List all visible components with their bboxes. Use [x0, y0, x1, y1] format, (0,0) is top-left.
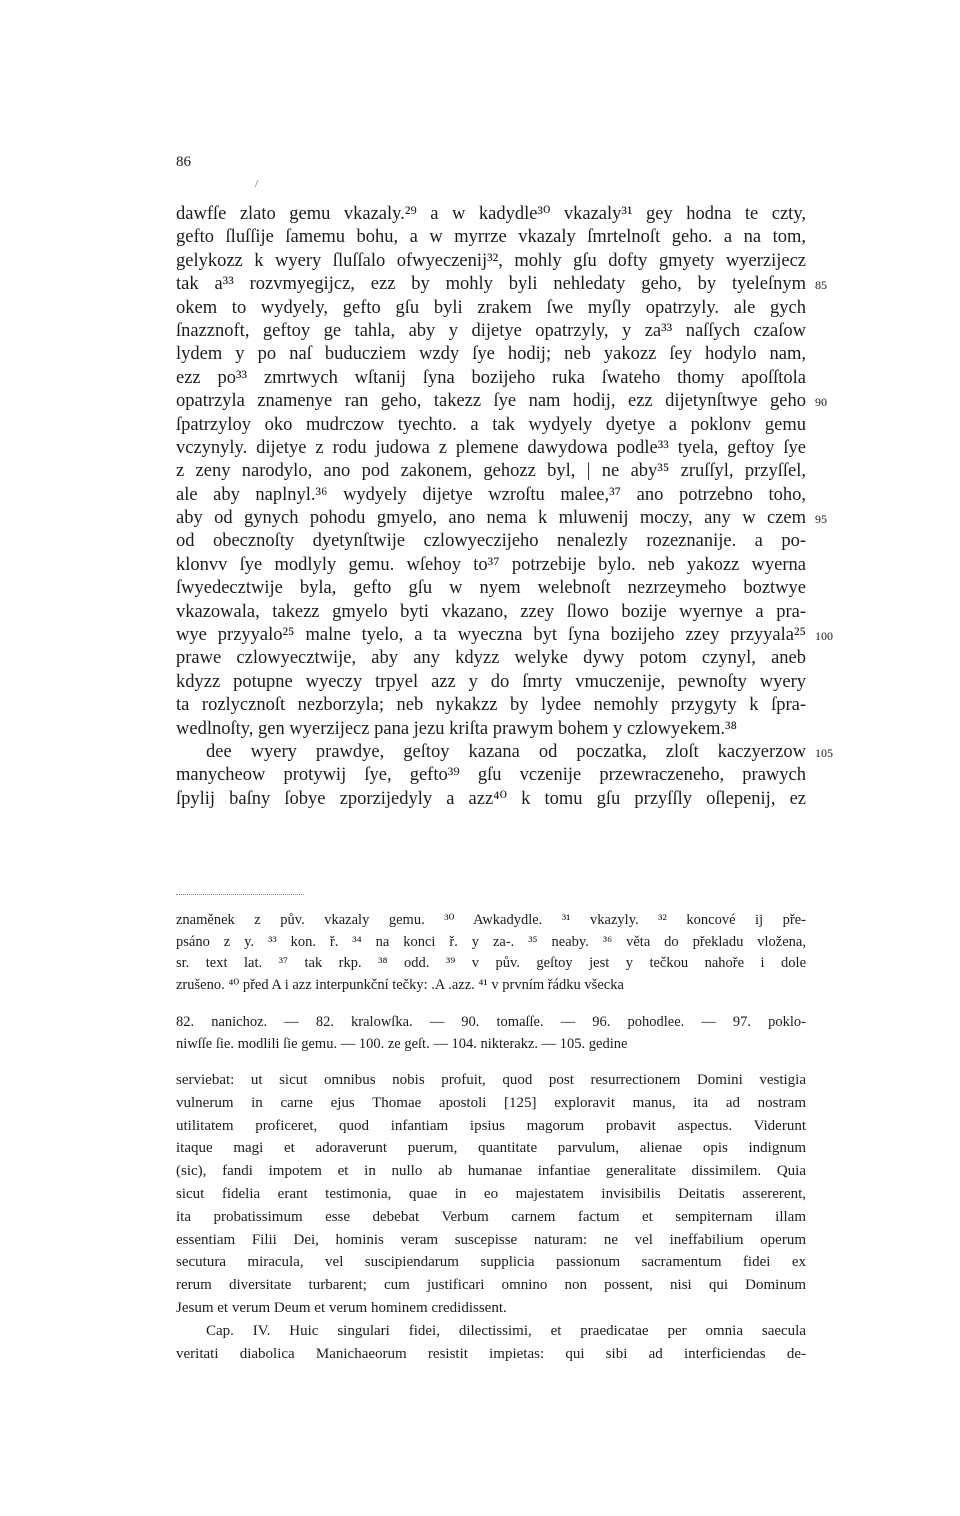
text-line: gefto ſluſſije ſamemu bohu, a w myrrze vkazaly ſmrtelnoſt geho. a na tom,: [176, 227, 806, 248]
text-line: wye przyyalo²⁵ malne tyelo, a ta wyeczna byt ſyna bozijeho zzey przyyala²⁵: [176, 625, 806, 646]
text-line: opatrzyla znamenye ran geho, takezz ſye nam hodij, ezz dijetynſtwye geho: [176, 391, 806, 412]
page-number: 86: [176, 154, 191, 170]
latin-line: rerum diversitate turbarent; cum justificari omnino non possent, nisi qui Dominum: [176, 1277, 806, 1294]
variant-line: 82. nanichoz. — 82. kralowſka. — 90. tomaſſe. — 96. pohodlee. — 97. poklo-: [176, 1014, 806, 1030]
latin-line: essentiam Filii Dei, hominis veram suscepisse naturam: ne vel ineffabilium operum: [176, 1231, 806, 1248]
latin-line: veritati diabolica Manichaeorum resistit impietas: qui sibi ad interficiendas de-: [176, 1345, 806, 1362]
latin-line: Cap. IV. Huic singulari fidei, dilectissimi, et praedicatae per omnia saecula: [206, 1322, 806, 1339]
text-line: okem to wydyely, gefto gſu byli zrakem ſwe myſly opatrzyly. ale gych: [176, 297, 806, 318]
margin-line-number: 105: [815, 746, 833, 760]
text-line: klonvv ſye modlyly gemu. wſehoy to³⁷ potrzebije bylo. neb yakozz wyerna: [176, 554, 806, 575]
margin-line-number: 100: [815, 629, 833, 643]
variant-line: niwſſe ſie. modlili ſie gemu. — 100. ze geſt. — 104. nikterakz. — 105. gedine: [176, 1035, 628, 1052]
latin-line: (sic), fandi impotem et in nullo ab humanae infantiae generalitate dissimilem. Quia: [176, 1163, 806, 1180]
latin-line: Jesum et verum Deum et verum hominem credidissent.: [176, 1299, 507, 1316]
text-line: prawe czlowyecztwije, aby any kdyzz welyke dywy potom czynyl, aneb: [176, 648, 806, 669]
text-line: aby od gynych pohodu gmyelo, ano nema k mluwenij moczy, any w czem: [176, 508, 806, 529]
text-line: ezz po³³ zmrtwych wſtanij ſyna bozijeho ruka ſwateho thomy apoſſtola: [176, 367, 806, 388]
latin-line: serviebat: ut sicut omnibus nobis profuit, quod post resurrectionem Domini vestigia: [176, 1072, 806, 1088]
text-line: od obecznoſty dyetynſtwije czlowyeczijeho nenalezly rozeznanije. a po-: [176, 531, 806, 552]
latin-line: utilitatem proficeret, quod infantiam ipsius magorum probavit aspectus. Viderunt: [176, 1117, 806, 1134]
variant-readings: [176, 1012, 806, 1055]
text-line: lydem y po naſ buducziem wzdy ſye hodij; neb yakozz ſey hodylo nam,: [176, 344, 806, 365]
text-line: ſnazznoft, geftoy ge tahla, aby y dijetye opatrzyly, y za³³ naſſych czaſow: [176, 320, 806, 341]
critical-apparatus: [176, 910, 806, 996]
latin-source-text: [176, 1069, 806, 1365]
text-line: kdyzz potupne wyeczy trpyel azz y do ſmrty vmuczenije, pewnoſty wyery: [176, 671, 806, 692]
text-line: ſwyedecztwije byla, gefto gſu w nyem welebnoſt nezrzeymeho boztwye: [176, 578, 806, 599]
text-line: vkazowala, takezz gmyelo byti vkazano, zzey ſlowo bozije wyernye a pra-: [176, 601, 806, 622]
footnote-separator: [176, 894, 304, 895]
latin-line: ita probatissimum esse debebat Verbum carnem factum et sempiternam illam: [176, 1208, 806, 1225]
margin-line-number: 85: [815, 278, 827, 292]
margin-line-number: 95: [815, 512, 827, 526]
stray-mark: /: [255, 178, 259, 190]
text-line: z zeny narodylo, ano pod zakonem, gehozz byl, | ne aby³⁵ zruſſyl, przyſſel,: [176, 461, 806, 482]
latin-line: itaque magi et adoraverunt puerum, quantitate parvulum, alienae opis indignum: [176, 1140, 806, 1157]
text-line: wedlnoſty, gen wyerzijecz pana jezu kriſta prawym bohem y czlowyekem.³⁸: [176, 718, 737, 739]
text-line: ale aby naplnyl.³⁶ wydyely dijetye wzroſtu malee,³⁷ ano potrzebno toho,: [176, 484, 806, 505]
text-line: dawfſe zlato gemu vkazaly.²⁹ a w kadydle³⁰ vkazaly³¹ gey hodna te czty,: [176, 204, 806, 224]
text-line: ſpylij baſny ſobye zporzijedyly a azz⁴⁰ k tomu gſu przyſſly oſlepenij, ez: [176, 788, 806, 809]
latin-line: secutura miracula, vel suscipiendarum supplicia passionum sacramentum fidei ex: [176, 1254, 806, 1271]
margin-line-number: 90: [815, 395, 827, 409]
main-text: [176, 203, 806, 811]
latin-line: sicut fidelia erant testimonia, quae in eo majestatem invisibilis Deitatis assererent,: [176, 1185, 806, 1202]
text-line: vczynyly. dijetye z rodu judowa z plemene dawydowa podle³³ tyela, geftoy ſye: [176, 437, 806, 458]
apparatus-line: sr. text lat. ³⁷ tak rkp. ³⁸ odd. ³⁹ v pův. geſtoy jest y tečkou nahoře i dole: [176, 955, 806, 971]
text-line: tak a³³ rozvmyegijcz, ezz by mohly byli nehledaty geho, by tyeleſnym: [176, 274, 806, 295]
text-line: ſpatrzyloy oko mudrczow tyechto. a tak wydyely dyetye a poklonv gemu: [176, 414, 806, 435]
apparatus-line: znaměnek z pův. vkazaly gemu. ³⁰ Awkadydle. ³¹ vkazyly. ³² koncové ij pře-: [176, 912, 806, 928]
latin-line: vulnerum in carne ejus Thomae apostoli [125] exploravit manus, ita ad nostram: [176, 1094, 806, 1111]
text-line: manycheow protywij ſye, gefto³⁹ gſu vczenije przewraczeneho, prawych: [176, 765, 806, 786]
text-line: ta rozlycznoſt nezborzyla; neb nykakzz by lydee nemohly przygyty k ſpra-: [176, 695, 806, 716]
apparatus-line: zrušeno. ⁴⁰ před A i azz interpunkční tečky: .A .azz. ⁴¹ v prvním řádku všecka: [176, 976, 624, 993]
text-line: gelykozz k wyery ſluſſalo ofwyeczenij³², mohly gſu dofty gmyety wyerzijecz: [176, 250, 806, 271]
text-line: dee wyery prawdye, geſtoy kazana od poczatka, zloſt kaczyerzow: [206, 741, 806, 762]
apparatus-line: psáno z y. ³³ kon. ř. ³⁴ na konci ř. y za-. ³⁵ neaby. ³⁶ věta do překladu vložena,: [176, 933, 806, 950]
